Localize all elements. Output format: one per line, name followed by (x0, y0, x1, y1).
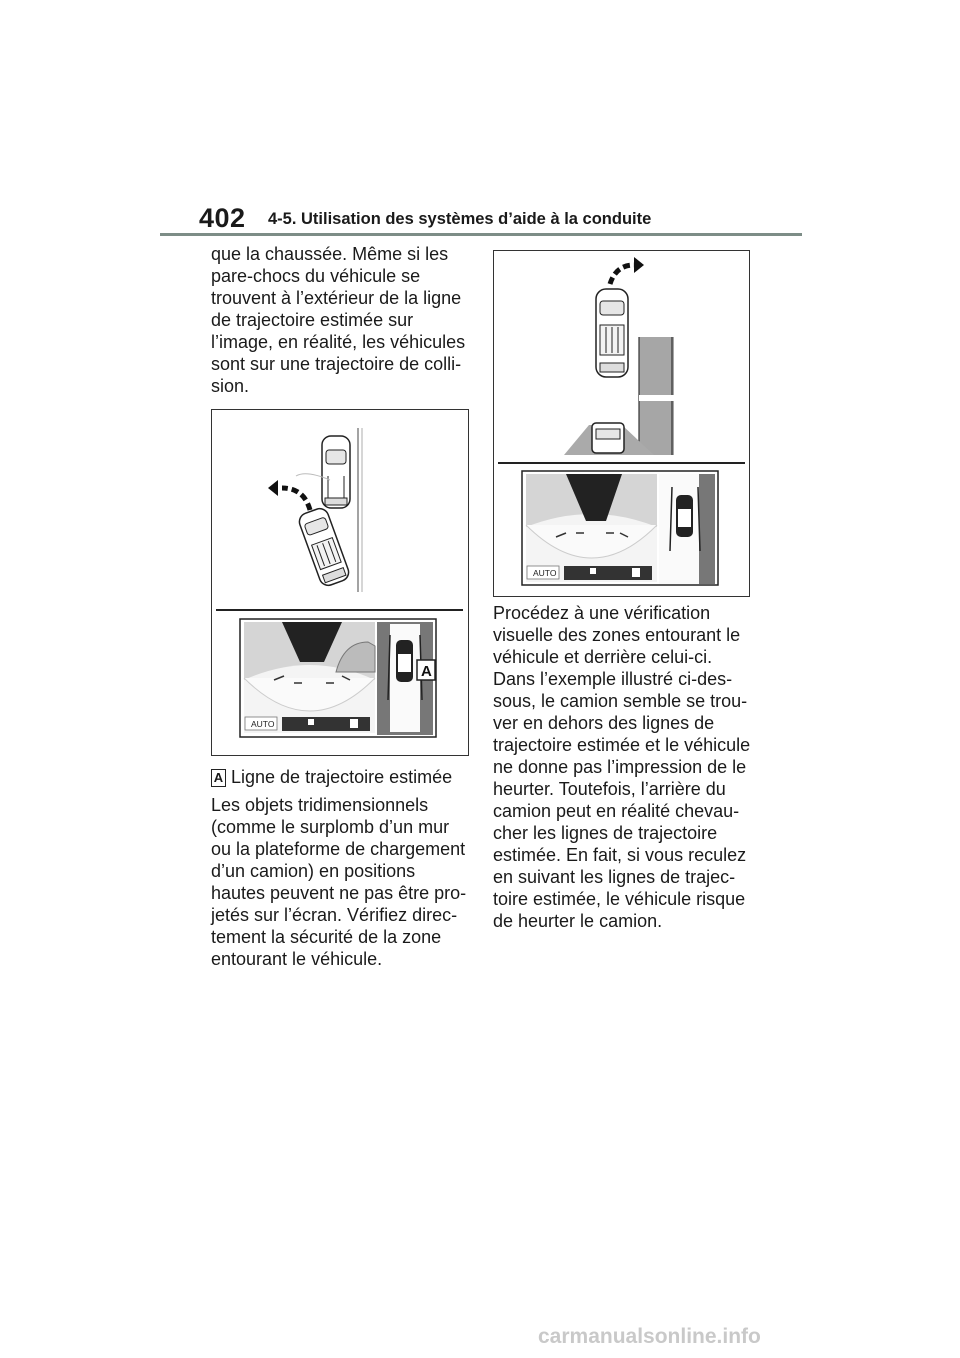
text-line: toire estimée, le véhicule risque (493, 889, 746, 909)
text-line: Dans l’exemple illustré ci-des- (493, 669, 733, 689)
text-line: (comme le surplomb d’un mur (211, 817, 450, 837)
text-line: trouvent à l’extérieur de la ligne (211, 288, 462, 308)
text-line: entourant le véhicule. (211, 949, 383, 969)
text-line: de heurter le camion. (493, 911, 663, 931)
car-near-wall (596, 289, 628, 377)
right-paragraph (493, 602, 750, 932)
text-line: véhicule et derrière celui-ci. (493, 647, 713, 667)
screen-auto-badge: AUTO (251, 719, 275, 729)
text-line: l’image, en réalité, les véhicules (211, 332, 466, 352)
text-line: jetés sur l’écran. Vérifiez direc- (211, 905, 458, 925)
text-line: de trajectoire estimée sur (211, 310, 414, 330)
screen-auto-badge: AUTO (533, 568, 557, 578)
text-line: d’un camion) en positions (211, 861, 416, 881)
callout-legend (211, 766, 452, 788)
text-line: visuelle des zones entourant le (493, 625, 741, 645)
text-line: Les objets tridimensionnels (211, 795, 429, 815)
callout-text: Ligne de trajectoire estimée (231, 767, 453, 787)
text-line: hautes peuvent ne pas être pro- (211, 883, 467, 903)
text-line: camion peut en réalité chevau- (493, 801, 740, 821)
figure-trajectory-illustration (211, 409, 469, 756)
watermark: carmanualsonline.info (538, 1325, 761, 1348)
callout-badge-a: A (211, 769, 226, 787)
text-line: ver en dehors des lignes de (493, 713, 715, 733)
text-line: Procédez à une vérification (493, 603, 711, 623)
text-line: sont sur une trajectoire de colli- (211, 354, 462, 374)
text-line: pare-chocs du véhicule se (211, 266, 421, 286)
page-number: 402 (199, 203, 246, 233)
text-line: sous, le camion semble se trou- (493, 691, 748, 711)
figure-truck-illustration (493, 250, 750, 597)
illustration-right (494, 251, 749, 596)
text-line: en suivant les lignes de trajec- (493, 867, 736, 887)
reversing-car (297, 506, 351, 588)
text-line: estimée. En fait, si vous reculez (493, 845, 747, 865)
left-paragraph (211, 794, 466, 970)
text-line: ne donne pas l’impression de le (493, 757, 747, 777)
text-line: cher les lignes de trajectoire (493, 823, 718, 843)
text-line: sion. (211, 376, 250, 396)
text-line: tement la sécurité de la zone (211, 927, 442, 947)
text-line: heurter. Toutefois, l’arrière du (493, 779, 726, 799)
illustration-left (212, 410, 468, 755)
parked-car (322, 436, 350, 508)
text-line: trajectoire estimée et le véhicule (493, 735, 751, 755)
header-rule (160, 233, 802, 236)
text-line: ou la plateforme de chargement (211, 839, 466, 859)
left-intro-text (211, 243, 465, 397)
section-title: 4-5. Utilisation des systèmes d’aide à la conduite (268, 210, 652, 228)
text-line: que la chaussée. Même si les (211, 244, 449, 264)
callout-label-a: A (421, 663, 432, 680)
